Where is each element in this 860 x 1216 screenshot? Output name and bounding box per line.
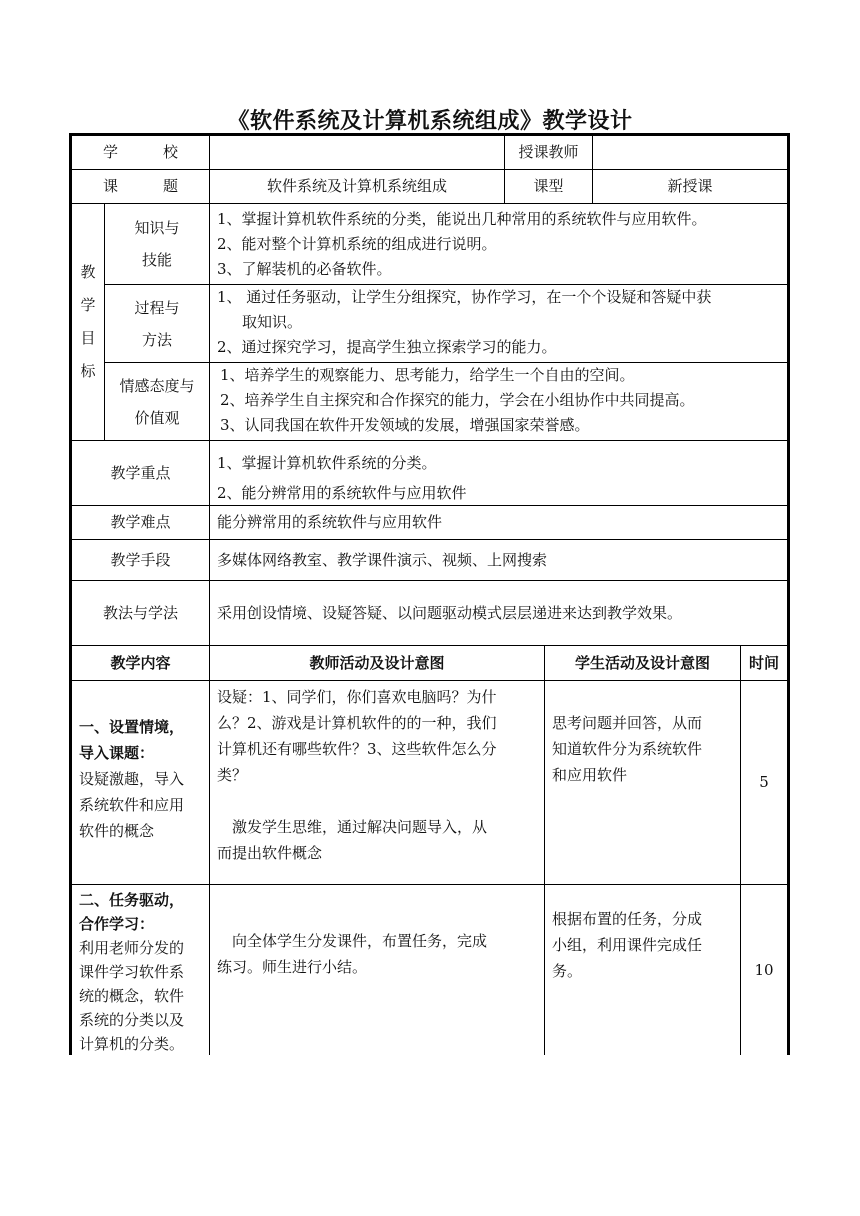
knowledge-label: 知识与 技能 — [134, 219, 180, 269]
header-student: 学生活动及设计意图 — [574, 653, 710, 672]
teacher-label: 授课教师 — [518, 143, 579, 161]
page-title: 《软件系统及计算机系统组成》教学设计 — [227, 109, 633, 134]
row1-time: 5 — [759, 773, 769, 791]
topic-value: 软件系统及计算机系统组成 — [266, 177, 447, 195]
school-label: 学 校 — [102, 143, 178, 161]
header-teacher: 教师活动及设计意图 — [309, 653, 445, 672]
row2-student: 根据布置的任务，分成 小组，利用课件完成任 务。 — [552, 910, 703, 980]
header-time: 时间 — [748, 653, 779, 672]
row1-teacher: 设疑：1、同学们，你们喜欢电脑吗？为什 么？2、游戏是计算机软件的的一种，我们 计算机还有哪些软件？3、这些软件怎么分 类？ 激发学生思维，通过解决问题导入，从 而提出软件概念 — [217, 688, 497, 862]
type-label: 课型 — [533, 177, 564, 195]
row1-student: 思考问题并回答，从而 知道软件分为系统软件 和应用软件 — [552, 714, 703, 784]
col-divider — [544, 645, 545, 1055]
row2-time: 10 — [754, 960, 774, 979]
method-value: 采用创设情境、设疑答疑、以问题驱动模式层层递进来达到教学效果。 — [217, 603, 683, 622]
key-points-items: 1、掌握计算机软件系统的分类。 2、能分辨常用的系统软件与应用软件 — [217, 454, 467, 502]
method-label: 教法与学法 — [102, 603, 178, 622]
knowledge-items: 1、掌握计算机软件系统的分类，能说出几种常用的系统软件与应用软件。 2、能对整个计算机系统的组成进行说明。 3、了解装机的必备软件。 — [217, 210, 707, 278]
topic-label: 课 题 — [102, 177, 178, 195]
col-divider — [209, 645, 210, 1055]
row-divider — [72, 884, 787, 885]
col-divider — [209, 203, 210, 440]
emotion-items: 1、培养学生的观察能力、思考能力，给学生一个自由的空间。 2、培养学生自主探究和合作探究的能力，学会在小组协作中共同提高。 3、认同我国在软件开发领域的发展，增强国家荣誉感。 — [220, 366, 695, 434]
key-points-label: 教学重点 — [110, 463, 171, 482]
teacher-value — [593, 136, 787, 169]
emotion-label: 情感态度与 价值观 — [119, 376, 195, 427]
school-value — [210, 136, 504, 169]
row1-content: 一、设置情境， 导入课题： 设疑激趣，导入 系统软件和应用 软件的概念 — [79, 718, 185, 840]
means-value: 多媒体网络教室、教学课件演示、视频、上网搜索 — [217, 550, 548, 569]
means-label: 教学手段 — [110, 550, 171, 569]
col-divider — [209, 440, 210, 645]
process-label: 过程与 方法 — [134, 298, 180, 349]
header-content: 教学内容 — [110, 653, 171, 672]
type-value: 新授课 — [667, 177, 713, 195]
difficulty-value: 能分辨常用的系统软件与应用软件 — [217, 513, 443, 531]
row-divider — [72, 680, 787, 681]
difficulty-label: 教学难点 — [110, 513, 171, 531]
row2-content: 二、任务驱动， 合作学习： 利用老师分发的 课件学习软件系 统的概念，软件 系统的分类以及 计算机的分类。 — [79, 891, 185, 1053]
process-items: 1、 通过任务驱动，让学生分组探究，协作学习，在一个个设疑和答疑中获 取知识。 2、通过探究学习，提高学生独立探索学习的能力。 — [217, 288, 712, 356]
goals-label: 教 学 目 标 — [80, 263, 96, 380]
row2-teacher: 向全体学生分发课件，布置任务，完成 练习。师生进行小结。 — [217, 932, 488, 976]
